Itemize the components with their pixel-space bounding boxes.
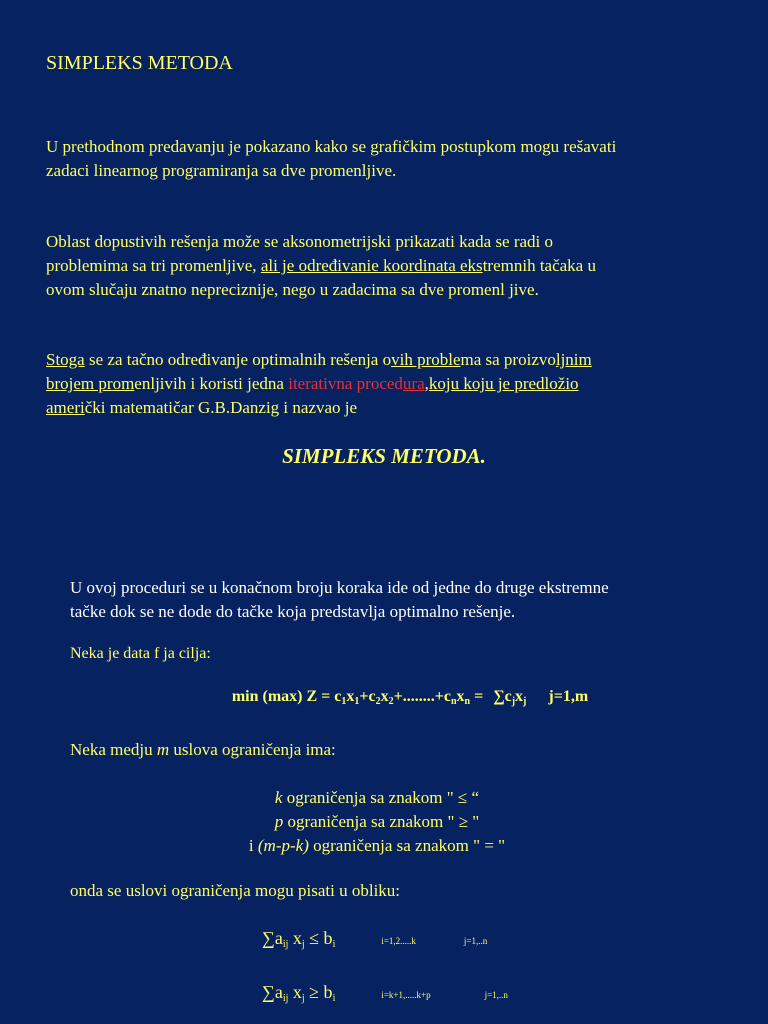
formula-dots: +........+c xyxy=(393,688,451,705)
method-l1-b: se za tačno određivanje optimalnih rešenja o xyxy=(84,350,392,369)
feasible-line-3: ovom slučaju znatno nepreciznije, nego u zadacima sa dve promenl jive. xyxy=(46,280,539,299)
formula-x: x xyxy=(515,688,524,705)
constraint-form-intro: onda se uslovi ograničenja mogu pisati u obliku: xyxy=(70,881,401,900)
formula-sub: j xyxy=(511,696,516,707)
objective-intro: Neka je data f ja cilja: xyxy=(70,645,211,662)
method-l3-a: ameri xyxy=(46,398,85,417)
method-line-3 xyxy=(46,396,592,420)
constraint-eq-text: ograničenja sa znakom " = " xyxy=(308,836,506,855)
method-l1-e: ljnim xyxy=(555,350,592,369)
method-l2-red-underlined: ura xyxy=(402,374,425,393)
sum-sub: i xyxy=(332,993,336,1004)
constraint-intro-a: Neka medju xyxy=(70,740,157,759)
sum-rel: ≤ b xyxy=(304,928,333,948)
sum-sub: j xyxy=(301,993,305,1004)
constraint-eq-var: (m-p-k) xyxy=(257,836,309,855)
formula-sub: j xyxy=(523,696,527,707)
sum-constraint-ge xyxy=(262,982,508,1004)
intro-line-1: U prethodnom predavanju je pokazano kako se grafičkim postupkom mogu rešavati xyxy=(46,137,617,156)
formula-range: j=1,m xyxy=(548,688,589,705)
formula-sub: 2 xyxy=(388,696,394,707)
formula-x: x xyxy=(346,688,355,705)
feasible-line-2 xyxy=(46,254,596,278)
constraint-k-var: k xyxy=(274,788,283,807)
sum-constraint-le xyxy=(262,928,487,950)
constraint-eq-i: i xyxy=(248,836,258,855)
sum-sub: i xyxy=(332,939,336,950)
method-l2-b: enljivih i koristi jedna xyxy=(134,374,289,393)
procedure-line-2: tačke dok se ne dode do tačke koja predstavlja optimalno rešenje. xyxy=(70,602,516,621)
sum-sub: ij xyxy=(282,939,289,950)
formula-eq: = xyxy=(470,688,488,705)
formula-plus: +c xyxy=(359,688,376,705)
feasible-region-paragraph xyxy=(46,230,596,302)
method-l1-c: vih proble xyxy=(391,350,461,369)
constraint-p-text: ograničenja sa znakom " ≥ " xyxy=(283,812,480,831)
constraint-intro-b: uslova ograničenja ima: xyxy=(169,740,336,759)
constraint-p-var: p xyxy=(274,812,284,831)
method-l2-e: ,koju koju je predložio xyxy=(424,374,579,393)
constraint-k-text: ograničenja sa znakom " ≤ “ xyxy=(282,788,480,807)
formula-lead: min (max) Z = c xyxy=(231,688,342,705)
sum-range-j: j=1,..n xyxy=(463,936,488,946)
sum-x: x xyxy=(288,928,302,948)
feasible-line-2-text: problemima sa tri promenljive, xyxy=(46,256,261,275)
constraint-intro-m: m xyxy=(156,740,170,759)
method-line-1 xyxy=(46,348,592,372)
sum-range-i: i=k+1,.....k+p xyxy=(381,990,431,1000)
constraint-list xyxy=(0,786,754,858)
constraint-eq xyxy=(0,834,754,858)
sum-x: x xyxy=(288,982,302,1002)
method-l3-b: čki matematičar G.B.Danzig i nazvao je xyxy=(84,398,358,417)
method-l1-a: Stoga xyxy=(46,350,85,369)
constraint-k xyxy=(0,786,754,810)
sum-symbol: ∑a xyxy=(262,982,283,1002)
sum-symbol: ∑a xyxy=(262,928,283,948)
formula-x: x xyxy=(380,688,389,705)
sum-range-j: j=1,..n xyxy=(484,990,508,1000)
sum-sub: j xyxy=(301,939,305,950)
intro-line-2: zadaci linearnog programiranja sa dve promenljive. xyxy=(46,161,397,180)
formula-sub: n xyxy=(464,696,471,707)
sum-range-i: i=1,2.....k xyxy=(381,936,416,946)
formula-sub: 1 xyxy=(354,696,360,707)
objective-formula xyxy=(0,688,768,707)
sum-rel: ≥ b xyxy=(304,982,333,1002)
feasible-line-1: Oblast dopustivih rešenja može se aksonometrijski prikazati kada se radi o xyxy=(46,232,554,251)
method-heading: SIMPLEKS METODA. xyxy=(282,444,486,468)
constraint-p xyxy=(0,810,754,834)
formula-sub: n xyxy=(450,696,457,707)
method-line-2 xyxy=(46,372,592,396)
formula-sum: ∑c xyxy=(493,688,512,705)
feasible-line-2-underlined: ali je određivanie koordinata eks xyxy=(260,256,483,275)
procedure-line-1: U ovoj proceduri se u konačnom broju koraka ide od jedne do druge ekstremne xyxy=(70,578,609,597)
sum-sub: ij xyxy=(282,993,289,1004)
method-l2-red: iterativna proced xyxy=(288,374,403,393)
procedure-paragraph xyxy=(70,576,609,624)
feasible-line-2-tail: tremnih tačaka u xyxy=(482,256,596,275)
page-title: SIMPLEKS METODA xyxy=(46,52,233,74)
method-l2-a: brojem prom xyxy=(46,374,135,393)
constraint-intro xyxy=(70,738,336,762)
formula-sub: 2 xyxy=(375,696,381,707)
intro-paragraph xyxy=(46,135,616,183)
formula-sub: 1 xyxy=(341,696,347,707)
formula-x: x xyxy=(456,688,465,705)
method-intro-paragraph xyxy=(46,348,592,420)
method-l1-d: ma sa proizvo xyxy=(460,350,556,369)
